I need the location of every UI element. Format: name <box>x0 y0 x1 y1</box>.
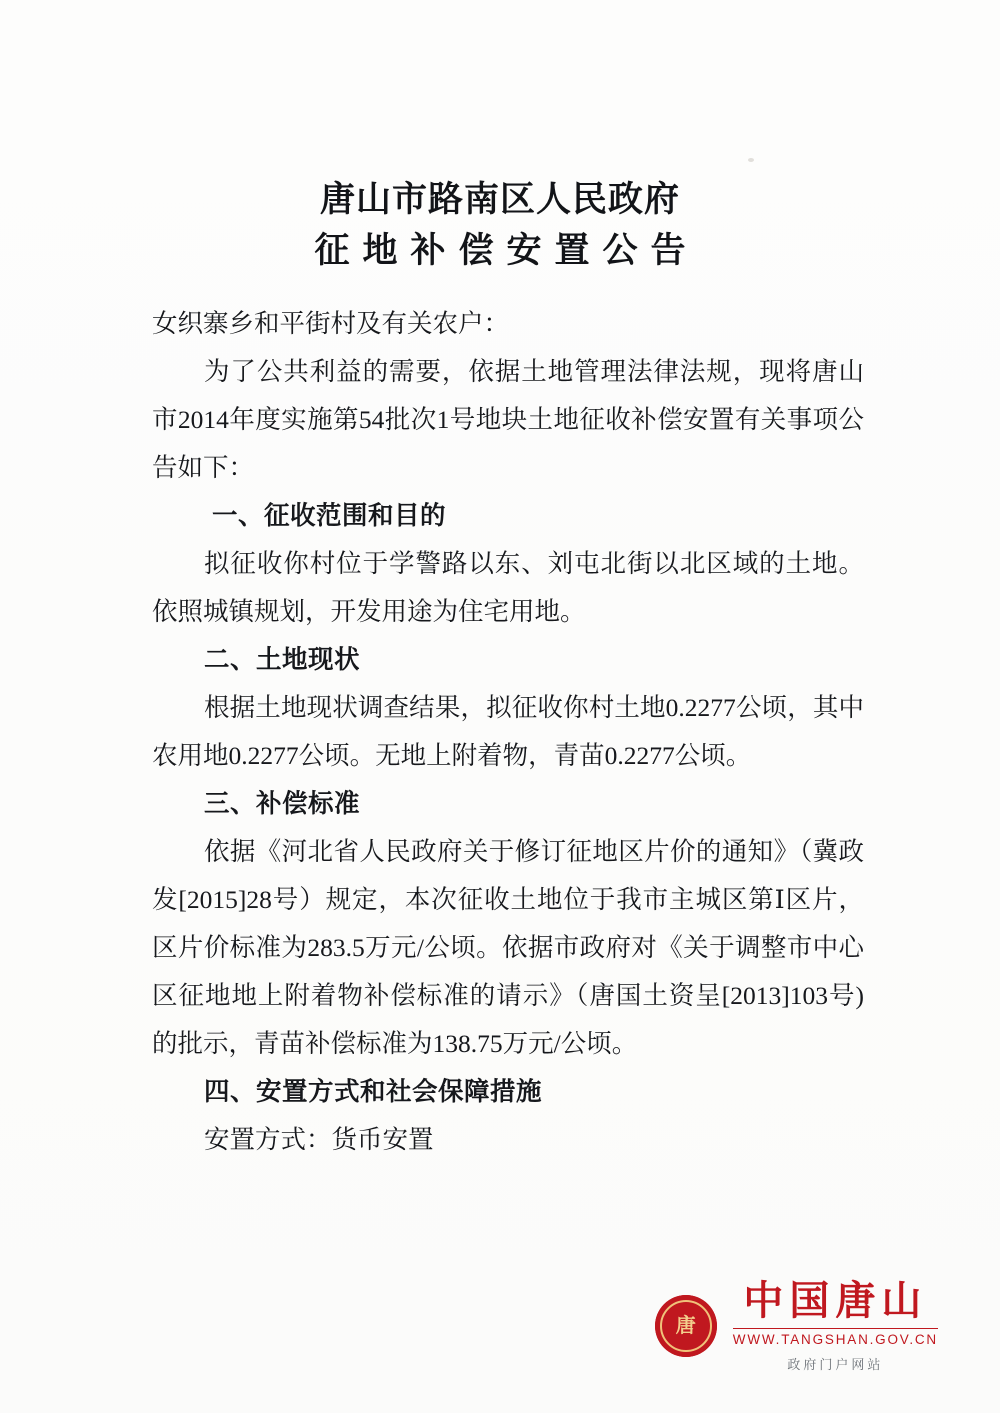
section-heading-4: 四、安置方式和社会保障措施 <box>204 1078 543 1106</box>
emblem-character: 唐 <box>667 1307 705 1345</box>
section-heading-1: 一、征收范围和目的 <box>212 502 447 530</box>
wordmark-block <box>733 1279 938 1373</box>
site-caption: 政府门户网站 <box>787 1357 884 1372</box>
intro-paragraph: 为了公共利益的需要，依据土地管理法律法规，现将唐山市2014年度实施第54批次1号地块土地征收补偿安置有关事项公告如下： <box>152 357 864 482</box>
national-emblem-icon <box>655 1295 717 1357</box>
salutation-paragraph: 女织寨乡和平街村及有关农户： <box>152 309 510 338</box>
site-wordmark: 中国唐山 <box>743 1279 928 1323</box>
section-heading-2: 二、土地现状 <box>204 646 361 674</box>
section-heading-3: 三、补偿标准 <box>204 790 361 818</box>
section-body-3: 依据《河北省人民政府关于修订征地区片价的通知》（冀政发[2015]28号）规定，本次征收土地位于我市主城区第Ⅰ区片，区片价标准为283.5万元/公顷。依据市政府对《关于调整市中心区征地地上附着物补偿标准的请示》（唐国土资呈[2013]103号)的批示，青苗补偿标准为138.75万元/公顷。 <box>152 837 864 1058</box>
page-title-line-1: 唐山市路南区人民政府 <box>319 180 680 219</box>
section-body-2: 根据土地现状调查结果，拟征收你村土地0.2277公顷，其中农用地0.2277公顷。无地上附着物，青苗0.2277公顷。 <box>152 693 864 770</box>
document-body <box>152 300 864 1164</box>
section-body-4: 安置方式：货币安置 <box>204 1125 434 1154</box>
section-body-1: 拟征收你村位于学警路以东、刘屯北街以北区域的土地。依照城镇规划，开发用途为住宅用地。 <box>152 549 864 626</box>
document-title-block <box>0 178 1000 273</box>
site-url: WWW.TANGSHAN.GOV.CN <box>733 1328 938 1347</box>
tangshan-gov-logo <box>655 1279 938 1373</box>
page-title-line-2: 征地补偿安置公告 <box>314 230 699 270</box>
